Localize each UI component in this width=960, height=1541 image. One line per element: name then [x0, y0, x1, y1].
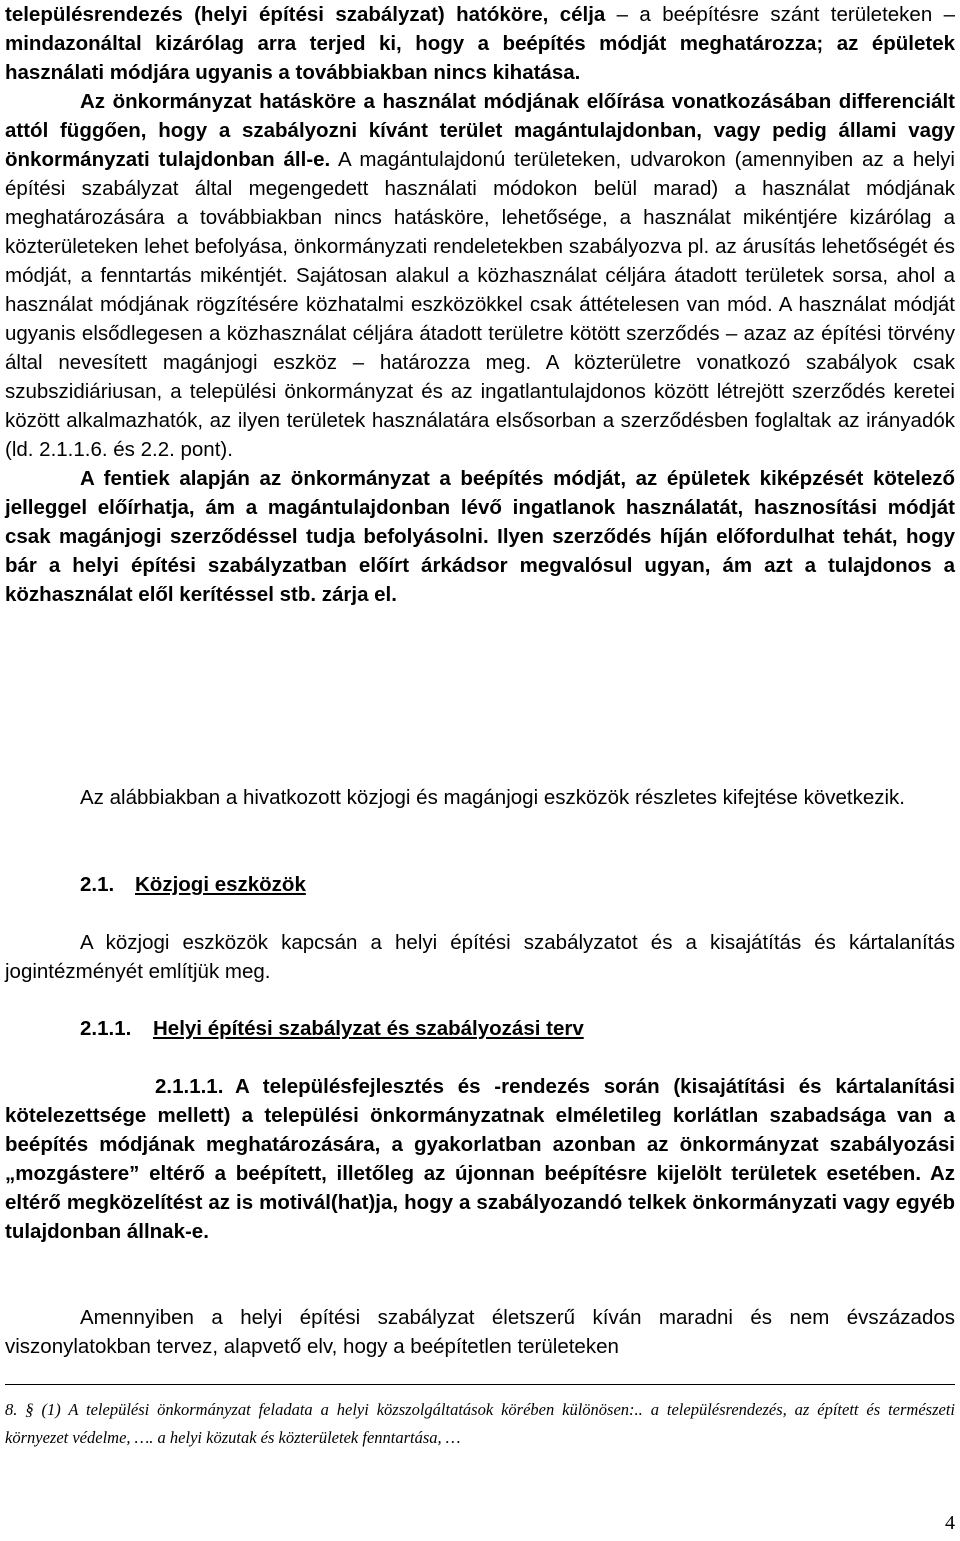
subsection-paragraph: 2.1.1.1. A településfejlesztés és -rendezés során (kisajátítási és kártalanítási kötelezettsége mellett) a települési önkormányzatnak elméletileg korlátlan szabadsága van a beépítés módjának meghatározására, a gyakorlatban azonban az önkormányzat szabályozási „mozgástere” eltérő a beépített, illetőleg az újonnan beépítésre kijelölt területek esetében. Az eltérő megközelítést az is motivál(hat)ja, hogy a szabályozandó telkek önkormányzati vagy egyéb tulajdonban állnak-e.: [5, 1072, 955, 1246]
paragraph-scope: településrendezés (helyi építési szabályzat) hatóköre, célja – a beépítésre szánt területeken – mindazonáltal kizárólag arra terjed ki, hogy a beépítés módját meghatározza; az épületek használati módjára ugyanis a továbbiakban nincs kihatása.: [5, 3, 955, 84]
paragraph-conclusion: A fentiek alapján az önkormányzat a beépítés módját, az épületek kiképzését kötelező jelleggel előírhatja, ám a magántulajdonban lévő ingatlanok használatát, hasznosítási módját csak magánjogi szerződéssel tudja befolyásolni. Ilyen szerződés híján előfordulhat tehát, hogy bár a helyi építési szabályzatban előírt árkádsor megvalósul ugyan, ám azt a tulajdonos a közhasználat elől kerítéssel stb. zárja el.: [5, 467, 955, 606]
section-number: 2.1.: [80, 873, 115, 896]
opening-text-block: [5, 0, 955, 609]
section-number: 2.1.1.: [80, 1017, 132, 1040]
last-paragraph: Amennyiben a helyi építési szabályzat életszerű kíván maradni és nem évszázados viszonylatokban tervez, alapvető elv, hogy a beépítetlen területeken: [5, 1306, 955, 1358]
section-heading-2-1-1: [80, 1014, 584, 1043]
footnote: 8. § (1) A települési önkormányzat feladata a helyi közszolgáltatások körében különösen:.. a településrendezés, az épített és természeti környezet védelme, …. a helyi közutak és közterületek fenntartása, …: [5, 1400, 955, 1447]
page-number: 4: [945, 1512, 955, 1534]
section-2-1-1-1-text: [5, 1072, 955, 1246]
section-title: Helyi építési szabályzat és szabályozási terv: [153, 1017, 584, 1040]
section-heading-2-1: [80, 870, 306, 899]
intro-paragraph: Az alábbiakban a hivatkozott közjogi és magánjogi eszközök részletes kifejtése következik.: [80, 786, 905, 809]
section-2-1-text: A közjogi eszközök kapcsán a helyi építési szabályzatot és a kisajátítás és kártalanítás jogintézményét említjük meg.: [5, 931, 955, 983]
subsection-number: 2.1.1.1.: [155, 1075, 224, 1098]
paragraph-competence: Az önkormányzat hatásköre a használat módjának előírása vonatkozásában differenciált attól függően, hogy a szabályozni kívánt terület magántulajdonban, vagy pedig állami vagy önkormányzati tulajdonban áll-e. A magántulajdonú területeken, udvarokon (amennyiben az a helyi építési szabályzat által megengedett használati módokon belül marad) a használat módjának meghatározására a továbbiakban nincs hatásköre, lehetősége, a használat mikéntjére kizárólag a közterületeken lehet befolyása, önkormányzati rendeletekben szabályozva pl. az árusítás lehetőségét és módját, a fenntartás mikéntjét. Sajátosan alakul a közhasználat céljára átadott területek sorsa, ahol a használat módjának rögzítésére közhatalmi eszközökkel csak áttételesen van mód. A használat módját ugyanis elsődlegesen a közhasználat céljára átadott területre kötött szerződés – azaz az építési törvény által nevesített magánjogi eszköz – határozza meg. A közterületre vonatkozó szabályok csak szubszidiáriusan, a települési önkormányzat és az ingatlantulajdonos között létrejött szerződés keretei között alkalmazhatók, az ilyen területek használatára elsősorban a szerződésben foglaltak az irányadók (ld. 2.1.1.6. és 2.2. pont).: [5, 90, 955, 461]
section-title: Közjogi eszközök: [135, 873, 306, 896]
footnote-divider: [5, 1384, 955, 1385]
